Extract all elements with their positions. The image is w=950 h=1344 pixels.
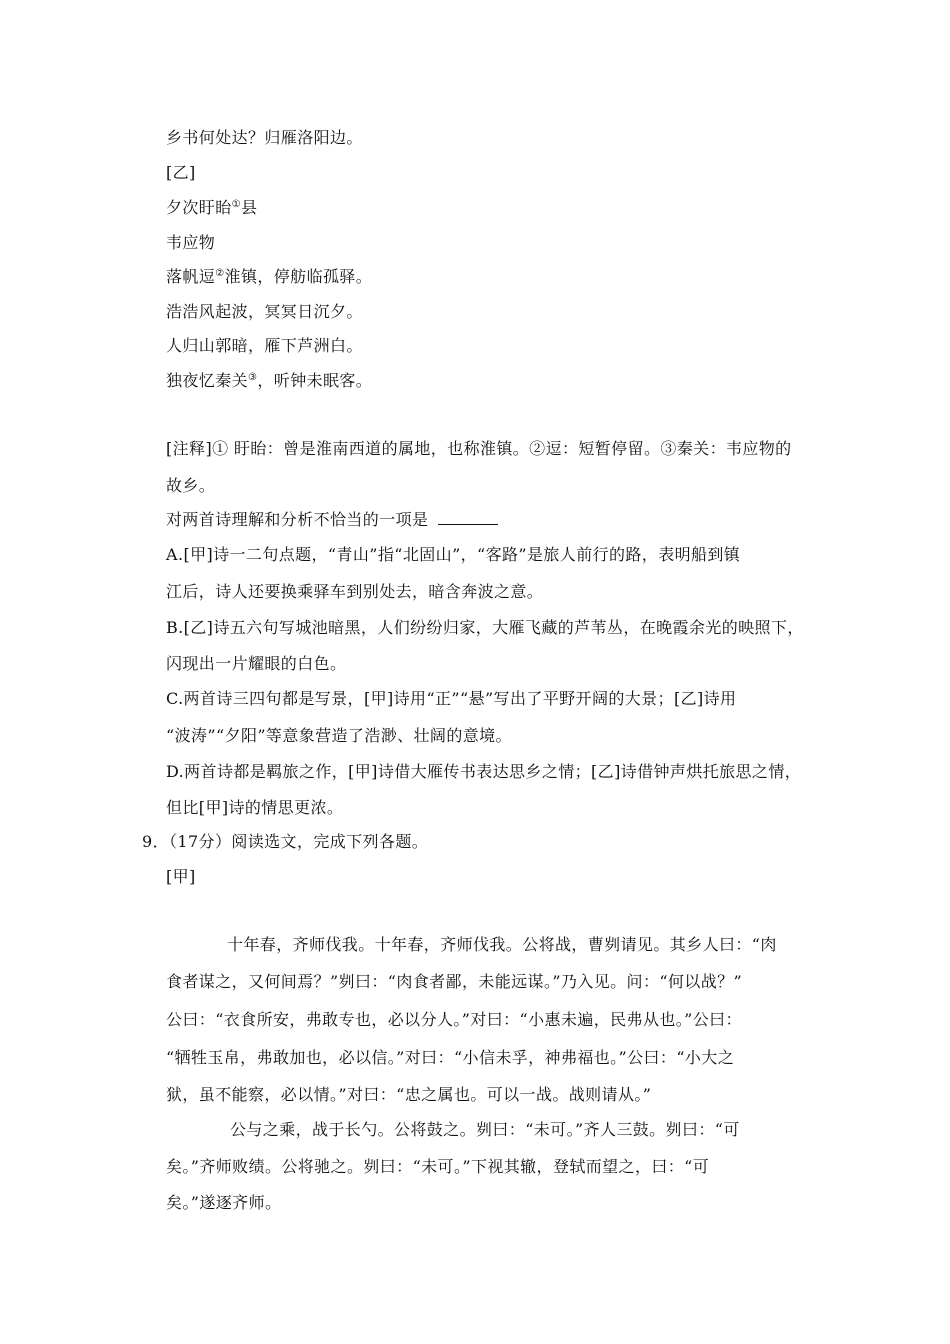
passage-p2-line-2: 矣。”齐师败绩。公将驰之。刿曰：“未可。”下视其辙，登轼而望之，曰：“可 xyxy=(166,1157,710,1176)
poem-b-line-4 xyxy=(166,371,372,391)
passage-p1-line-5: 狱，虽不能察，必以情。”对曰：“忠之属也。可以一战。战则请从。” xyxy=(166,1085,652,1104)
passage-p1-line-2: 食者谋之，又何间焉？”刿曰：“肉食者鄙，未能远谋。”乃入见。问：“何以战？” xyxy=(166,972,743,991)
poem-b-title xyxy=(166,198,257,218)
poem-b-line-4-end: ，听钟未眠客。 xyxy=(257,371,373,390)
poem-b-line-1-end: 淮镇，停舫临孤驿。 xyxy=(224,267,373,286)
annotation-line-2: 故乡。 xyxy=(166,476,216,495)
poem-b-title-text: 夕次盱眙 xyxy=(166,198,232,217)
note-marker-3: ③ xyxy=(248,372,258,383)
question-9-header: 9．（17分）阅读选文，完成下列各题。 xyxy=(142,832,429,851)
poem-b-author: 韦应物 xyxy=(166,233,216,252)
passage-p1-line-3: 公曰：“衣食所安，弗敢专也，必以分人。”对曰：“小惠未遍，民弗从也。”公曰： xyxy=(166,1010,742,1029)
poem-b-line-3: 人归山郭暗，雁下芦洲白。 xyxy=(166,336,363,355)
poem-b-line-2: 浩浩风起波，冥冥日沉夕。 xyxy=(166,302,363,321)
poem-b-label: [乙] xyxy=(166,163,196,182)
option-c-line-1: C.两首诗三四句都是写景，[甲]诗用“正”“悬”写出了平野开阔的大景；[乙]诗用 xyxy=(166,689,737,708)
passage-p1-line-4: “牺牲玉帛，弗敢加也，必以信。”对曰：“小信未孚，神弗福也。”公曰：“小大之 xyxy=(166,1048,735,1067)
option-c-line-2: “波涛”“夕阳”等意象营造了浩渺、壮阔的意境。 xyxy=(166,726,512,745)
note-marker-2: ② xyxy=(215,268,225,279)
option-b-line-2: 闪现出一片耀眼的白色。 xyxy=(166,654,347,673)
note-marker-1: ① xyxy=(231,199,241,210)
poem-b-line-1 xyxy=(166,267,372,287)
option-d-line-2: 但比[甲]诗的情思更浓。 xyxy=(166,798,344,817)
answer-blank[interactable] xyxy=(438,510,498,525)
passage-p2-line-3: 矣。”遂逐齐师。 xyxy=(166,1193,282,1212)
poem-b-line-1-start: 落帆逗 xyxy=(166,267,216,286)
option-d-line-1: D.两首诗都是羁旅之作，[甲]诗借大雁传书表达思乡之情；[乙]诗借钟声烘托旅思之情， xyxy=(166,762,802,781)
question-8-stem xyxy=(166,510,498,530)
poem-b-line-4-start: 独夜忆秦关 xyxy=(166,371,249,390)
question-8-text: 对两首诗理解和分析不恰当的一项是 xyxy=(166,510,429,529)
passage-p2-line-1: 公与之乘，战于长勺。公将鼓之。刿曰：“未可。”齐人三鼓。刿曰：“可 xyxy=(230,1120,740,1139)
passage-p1-line-1: 十年春，齐师伐我。十年春，齐师伐我。公将战，曹刿请见。其乡人曰：“肉 xyxy=(227,935,777,954)
option-a-line-1: A.[甲]诗一二句点题，“青山”指“北固山”，“客路”是旅人前行的路，表明船到镇 xyxy=(166,545,741,564)
option-b-line-1: B.[乙]诗五六句写城池暗黑，人们纷纷归家，大雁飞藏的芦苇丛，在晚霞余光的映照下， xyxy=(166,618,804,637)
passage-label: [甲] xyxy=(166,867,196,886)
poem-a-last-line: 乡书何处达？归雁洛阳边。 xyxy=(166,128,363,147)
poem-b-title-suffix: 县 xyxy=(240,198,258,217)
annotation-line-1: [注释]① 盱眙：曾是淮南西道的属地，也称淮镇。②逗：短暂停留。③秦关：韦应物的 xyxy=(166,439,792,458)
option-a-line-2: 江后，诗人还要换乘驿车到别处去，暗含奔波之意。 xyxy=(166,582,544,601)
